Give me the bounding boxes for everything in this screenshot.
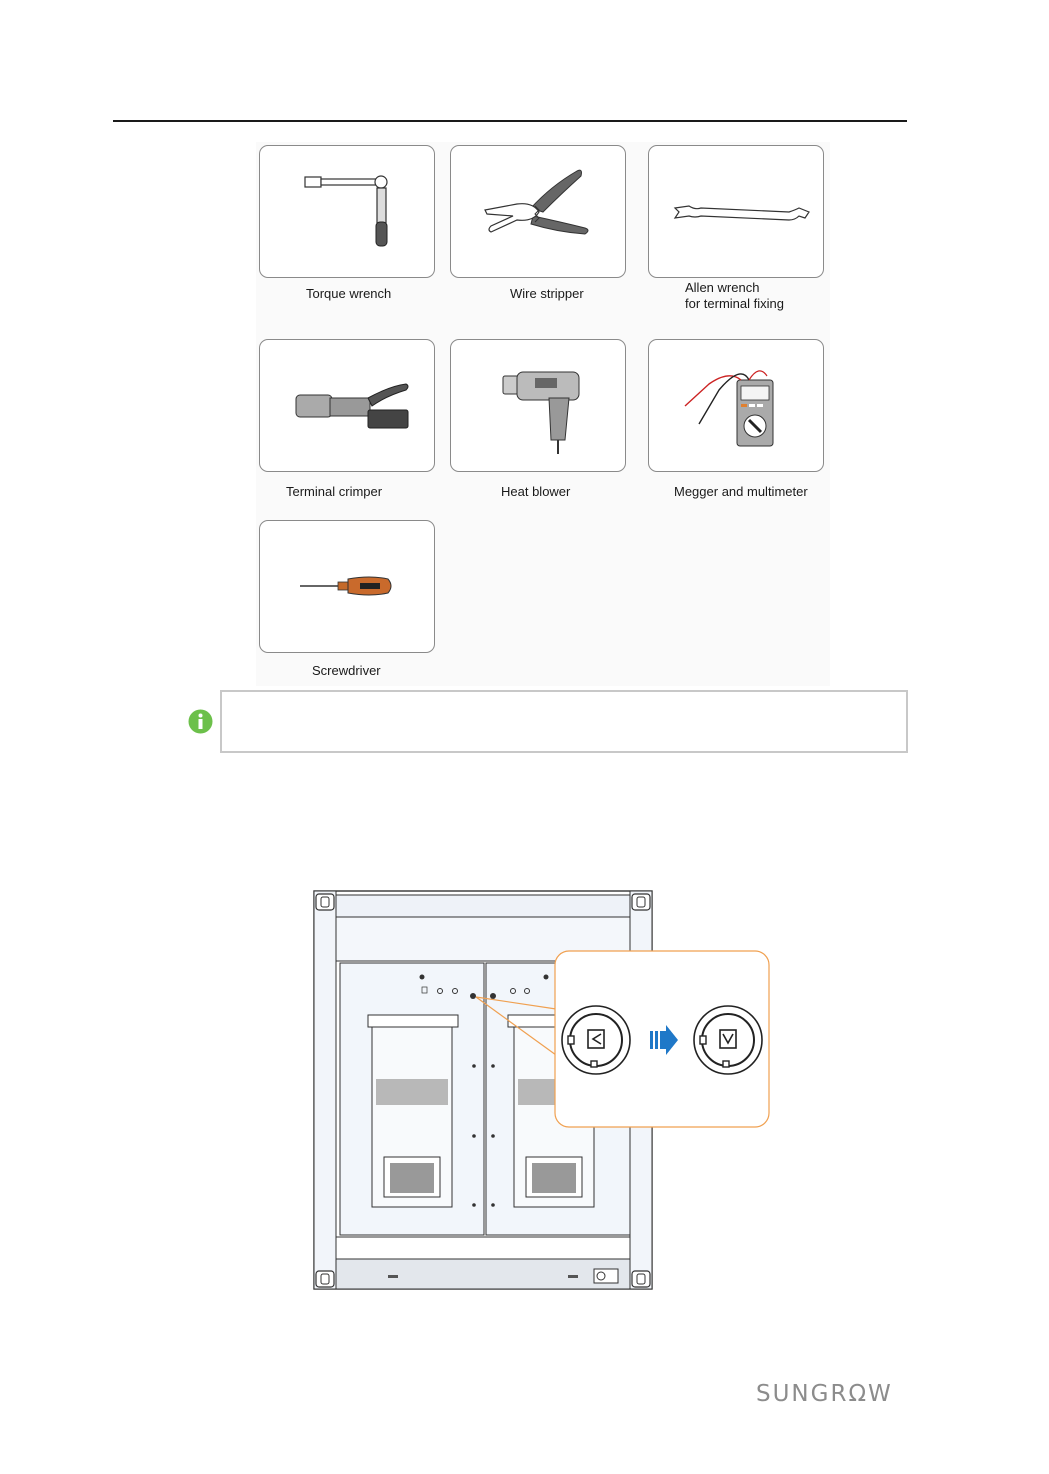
brand-logo: SUNGRΩW [756,1381,893,1407]
tool-card-terminal-crimper [259,339,435,472]
tool-card-torque-wrench [259,145,435,278]
multimeter-icon [649,340,825,473]
tool-label-megger-multimeter: Megger and multimeter [674,484,808,499]
tool-card-allen-wrench [648,145,824,278]
container-figure [310,885,772,1295]
tool-label-allen-wrench [685,280,784,312]
note-box [220,690,908,753]
tool-label-allen-line2: for terminal fixing [685,296,784,311]
tool-label-heat-blower: Heat blower [501,484,571,499]
tool-label-screwdriver: Screwdriver [312,663,381,678]
info-icon [188,709,213,734]
tool-card-heat-blower [450,339,626,472]
heat-blower-icon [451,340,627,473]
allen-wrench-icon [649,146,825,279]
tool-card-megger-multimeter [648,339,824,472]
torque-wrench-icon [260,146,436,279]
tool-label-allen-line1: Allen wrench [685,280,760,295]
tool-label-terminal-crimper: Terminal crimper [286,484,383,499]
tool-card-wire-stripper [450,145,626,278]
tool-label-torque-wrench: Torque wrench [306,286,392,301]
tool-card-screwdriver [259,520,435,653]
header-rule [113,120,907,122]
terminal-crimper-icon [260,340,436,473]
screwdriver-icon [260,521,436,654]
wire-stripper-icon [451,146,627,279]
tool-label-wire-stripper: Wire stripper [510,286,584,301]
